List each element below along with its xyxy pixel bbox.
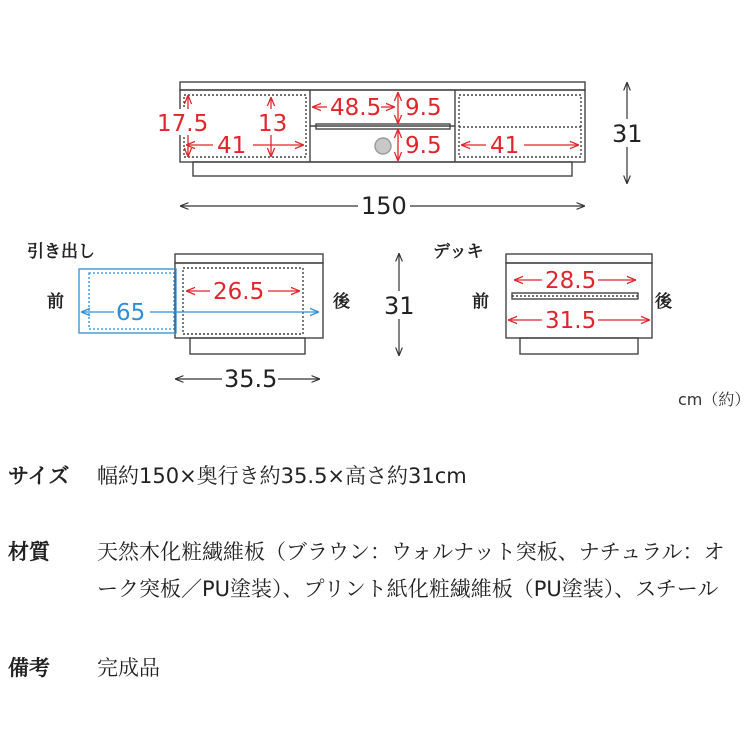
deck-title: デッキ: [433, 242, 484, 262]
front-top-board: [180, 82, 585, 90]
spec-label-material: 材質: [8, 540, 50, 564]
dim-label-center-width: 48.5: [330, 95, 382, 121]
dim-label-deck-upper: 28.5: [545, 268, 597, 294]
spec-row-notes: [0, 650, 750, 690]
drawer-title: 引き出し: [27, 242, 95, 262]
dim-label-right-width: 41: [490, 133, 520, 159]
dim-label-depth: 35.5: [224, 365, 278, 393]
dim-label-drawer-inner: 26.5: [213, 279, 265, 305]
dim-label-side-height: 31: [384, 292, 415, 320]
dim-label-left-height: 17.5: [157, 111, 209, 137]
drawer-front-label: 前: [47, 292, 64, 312]
front-base: [193, 162, 572, 176]
drawer-back-label: 後: [333, 292, 350, 312]
spec-label-notes: 備考: [8, 656, 50, 680]
deck-cabinet-base: [520, 338, 638, 354]
spec-label-size: サイズ: [8, 464, 70, 488]
drawer-cabinet-top: [175, 254, 323, 263]
spec-value-size: 幅約150×奥行き約35.5×高さ約31cm: [97, 464, 467, 488]
drawer-cabinet-base: [190, 338, 305, 354]
deck-front-label: 前: [472, 292, 489, 312]
spec-value-material: 天然木化粧繊維板（ブラウン：ウォルナット突板、ナチュラル：オーク突板／PU塗装）、プリント紙化粧繊維板（PU塗装）、スチール: [97, 540, 725, 601]
pulled-drawer: [79, 269, 318, 333]
spec-row-material: [0, 534, 750, 614]
dim-label-front-width: 150: [361, 192, 407, 220]
deck-view: [433, 242, 673, 354]
cable-hole-icon: [375, 138, 391, 154]
dim-label-left-width: 41: [217, 133, 247, 159]
spec-value-notes: 完成品: [97, 656, 160, 680]
spec-row-size: [0, 458, 750, 498]
dim-label-left-inner-height: 13: [258, 111, 288, 137]
dim-label-center-bottom: 9.5: [405, 133, 442, 159]
dim-label-front-height: 31: [612, 120, 643, 148]
front-right-door: [459, 95, 581, 157]
dim-label-center-top: 9.5: [405, 95, 442, 121]
deck-back-label: 後: [655, 292, 672, 312]
drawer-view: [27, 241, 416, 393]
dim-label-deck-lower: 31.5: [545, 308, 597, 334]
front-view: [180, 82, 585, 176]
deck-cabinet-top: [506, 254, 652, 263]
unit-note: cm（約）: [678, 390, 750, 409]
dim-label-pullout: 65: [116, 300, 146, 326]
